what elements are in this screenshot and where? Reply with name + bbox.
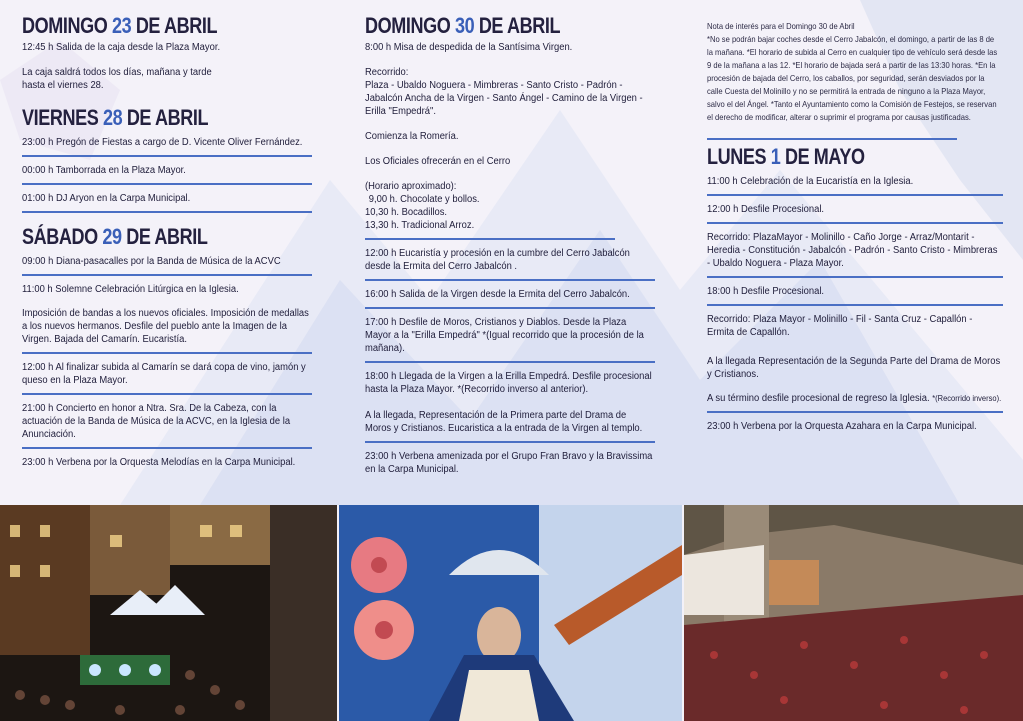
note-body: *No se podrán bajar coches desde el Cerro Jabalcón, el domingo, a partir de las 8 de la mañana. *El horario de subida al Cerro en cualquier tipo de vehículo será desde las 9 de la mañana a las 12. *El horario de bajada será a partir de las 13:30 horas. *En la procesión de bajada del Cerro, los caballos, por seguridad, serán desviados por la calle Cuesta del Molinillo y no se permitirá la entrada de ninguno a la Plaza Mayor, salvo el del Ángel. *Tanto el Ayuntamiento como la Comisión de Festejos, se reservan el derecho de modificar, alterar o suprimir el programa por causas justificadas.	[707, 35, 998, 122]
event-item: 23:00 h Verbena por la Orquesta Melodías en la Carpa Municipal.	[22, 457, 296, 468]
event-item: A la llegada, Representación de la Primera parte del Drama de Moros y Cristianos. Eucaristica a la entrada de la Virgen al templo.	[365, 406, 655, 443]
event-text: 12:45 h Salida de la caja desde la Plaza Mayor.	[22, 42, 221, 53]
schedule-line: 9,00 h. Chocolate y bollos.	[368, 194, 480, 205]
route-label: Recorrido:	[365, 67, 409, 78]
event-item: A su término desfile procesional de regreso la Iglesia. *(Recorrido inverso).	[707, 389, 1003, 413]
event-item: 01:00 h DJ Aryon en la Carpa Municipal.	[22, 189, 312, 213]
photo-strip	[0, 505, 1023, 721]
event-item: 09:00 h Diana-pasacalles por la Banda de Música de la ACVC	[22, 252, 312, 276]
event-text: La caja saldrá todos los días, mañana y tarde	[22, 67, 212, 78]
event-item: 21:00 h Concierto en honor a Ntra. Sra. De la Cabeza, con la actuación de la Banda de Música de la ACVC, en la Iglesia de la Anunciación.	[22, 399, 312, 449]
route-text: Plaza - Ubaldo Noguera - Mimbreras - Santo Cristo - Padrón - Jabalcón Ancha de la Virgen - Santo Ángel - Camino de la Virgen - Erilla "Empedrá".	[365, 80, 643, 117]
column-middle	[365, 14, 655, 486]
event-item: 23:00 h Pregón de Fiestas a cargo de D. Vicente Oliver Fernández.	[22, 133, 312, 157]
event-item: 11:00 h Celebración de la Eucaristía en la Iglesia.	[707, 172, 1003, 196]
event-text: Los Oficiales ofrecerán en el Cerro	[365, 156, 511, 167]
event-item: 00:00 h Tamborrada en la Plaza Mayor.	[22, 161, 312, 185]
event-item: Recorrido: Plaza Mayor - Molinillo - Fil - Santa Cruz - Capallón - Ermita de Capallón.	[707, 314, 973, 338]
event-text: hasta el viernes 28.	[22, 80, 104, 91]
divider	[707, 124, 957, 140]
schedule-line: 13,30 h. Tradicional Arroz.	[365, 220, 475, 231]
event-item: 12:00 h Al finalizar subida al Camarín se dará copa de vino, jamón y queso en la Plaza Mayor.	[22, 358, 312, 395]
event-item: 12:00 h Eucaristía y procesión en la cumbre del Cerro Jabalcón desde la Ermita del Cerro Jabalcón .	[365, 244, 655, 281]
event-item: Recorrido: PlazaMayor - Molinillo - Caño Jorge - Arraz/Montarit - Heredia - Constitución - Jabalcón - Padrón - Santo Cristo - Mimbreras - Ubaldo Noguera - Plaza Mayor.	[707, 228, 1003, 278]
divider	[365, 232, 615, 240]
column-right	[707, 20, 1003, 443]
event-item: 23:00 h Verbena amenizada por el Grupo Fran Bravo y la Bravissima en la Carpa Municipal.	[365, 451, 653, 475]
event-item: 11:00 h Solemne Celebración Litúrgica en la Iglesia.	[22, 284, 239, 295]
event-text: 8:00 h Misa de despedida de la Santísima Virgen.	[365, 42, 573, 53]
event-text: A la llegada Representación de la Segunda Parte del Drama de Moros y Cristianos.	[707, 356, 1001, 380]
event-item: 23:00 h Verbena por la Orquesta Azahara en la Carpa Municipal.	[707, 421, 977, 432]
schedule-line: 10,30 h. Bocadillos.	[365, 207, 448, 218]
event-item: 18:00 h Llegada de la Virgen a la Erilla Empedrá. Desfile procesional hasta la Plaza Mayor. *(Recorrido inverso al anterior).	[365, 371, 652, 395]
photo-hilltop-crowd	[684, 505, 1023, 721]
schedule-label: (Horario aproximado):	[365, 181, 457, 192]
day-heading-29: SÁBADO 29 DE ABRIL	[22, 224, 208, 249]
column-left	[22, 14, 312, 479]
note-title: Nota de interés para el Domingo 30 de Abril	[707, 22, 855, 31]
day-heading-1-mayo: LUNES 1 DE MAYO	[707, 144, 865, 169]
photo-night-square	[0, 505, 337, 721]
day-heading-23: DOMINGO 23 DE ABRIL	[22, 13, 218, 38]
day-heading-30: DOMINGO 30 DE ABRIL	[365, 13, 561, 38]
day-heading-28: VIERNES 28 DE ABRIL	[22, 105, 209, 130]
event-text: Comienza la Romería.	[365, 131, 459, 142]
event-item: 17:00 h Desfile de Moros, Cristianos y Diablos. Desde la Plaza Mayor a la "Erilla Empedrá" *(Igual recorrido que la procesión de la mañana).	[365, 313, 655, 363]
event-item: 18:00 h Desfile Procesional.	[707, 282, 1003, 306]
event-item: 16:00 h Salida de la Virgen desde la Ermita del Cerro Jabalcón.	[365, 285, 655, 309]
event-item: Imposición de bandas a los nuevos oficiales. Imposición de medallas a los nuevos hermanos. Desfile del pueblo ante la Imagen de la Virgen. Bajada del Camarín. Eucaristía.	[22, 299, 312, 354]
event-item: 12:00 h Desfile Procesional.	[707, 200, 1003, 224]
photo-virgin-statue	[339, 505, 682, 721]
